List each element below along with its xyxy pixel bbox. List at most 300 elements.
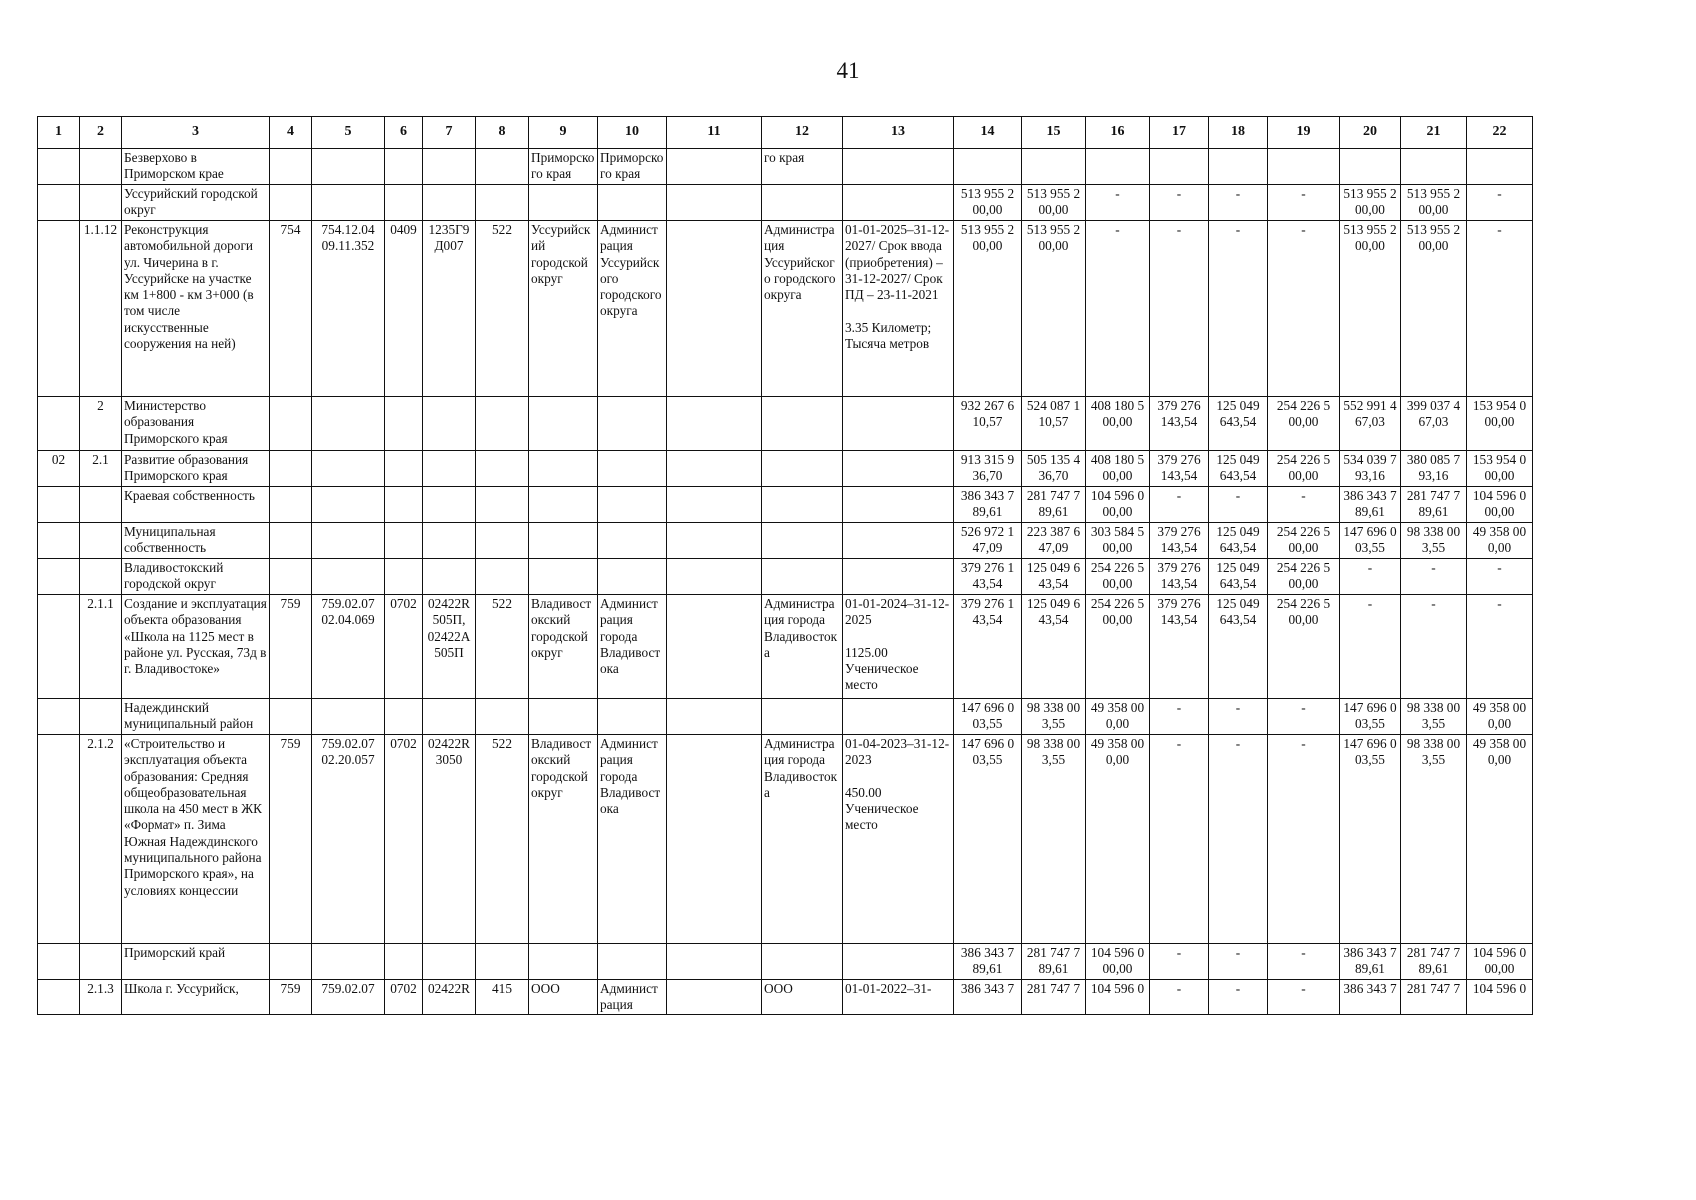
table-cell [1340,149,1401,185]
table-row [38,980,1533,1015]
table-cell: Приморский край [122,944,270,980]
table-cell [667,735,762,944]
table-cell: - [1209,185,1268,221]
table-cell: 415 [476,980,529,1015]
table-cell: - [1209,221,1268,397]
header-row [38,117,1533,149]
table-cell: 522 [476,221,529,397]
table-cell: - [1467,559,1533,595]
table-cell: Администрация Уссурийского городского округа [762,221,843,397]
table-cell [598,559,667,595]
table-cell [80,559,122,595]
table-cell: Краевая собственность [122,487,270,523]
table-cell [843,397,954,451]
table-cell: 98 338 00 3,55 [1401,735,1467,944]
table-cell [843,149,954,185]
table-cell: Владивостокский городской округ [529,595,598,699]
table-cell: 125 049 643,54 [1209,451,1268,487]
table-cell [38,523,80,559]
table-cell [843,523,954,559]
table-cell: 513 955 2 00,00 [1401,221,1467,397]
table-cell [80,185,122,221]
table-cell [312,523,385,559]
table-cell [476,523,529,559]
table-cell [667,149,762,185]
table-cell: 513 955 2 00,00 [1340,221,1401,397]
page-number: 41 [836,58,860,83]
table-cell [385,487,423,523]
table-cell [38,397,80,451]
table-cell [667,944,762,980]
table-cell [667,221,762,397]
table-cell [667,487,762,523]
table-row [38,451,1533,487]
table-cell: 505 135 4 36,70 [1022,451,1086,487]
table-cell: Муниципальная собственность [122,523,270,559]
table-cell: 534 039 7 93,16 [1340,451,1401,487]
table-cell: 254 226 5 00,00 [1268,595,1340,699]
table-cell [529,944,598,980]
table-cell [843,185,954,221]
table-row [38,523,1533,559]
table-cell [476,397,529,451]
table-cell [843,451,954,487]
table-cell: ООО [529,980,598,1015]
table-cell [529,451,598,487]
table-cell: 01-04-2023–31-12-2023 450.00 Ученическое место [843,735,954,944]
table-cell: Реконструкция автомобильной дороги ул. Чичерина в г. Уссурийске на участке км 1+800 - км 3+000 (в том числе искусственные сооружения на ней) [122,221,270,397]
table-cell: 125 049 6 43,54 [1022,595,1086,699]
table-cell: Администрация города Владивостока [762,595,843,699]
table-cell: 379 276 1 43,54 [954,559,1022,595]
table-cell: 913 315 9 36,70 [954,451,1022,487]
table-cell: 759 [270,735,312,944]
table-cell: го края [762,149,843,185]
table-cell: 02 [38,451,80,487]
table-row [38,185,1533,221]
table-cell: 125 049 643,54 [1209,523,1268,559]
table-cell [312,559,385,595]
table-cell: 759 [270,980,312,1015]
table-cell: Администрация [598,980,667,1015]
table-cell: 153 954 0 00,00 [1467,397,1533,451]
table-cell [80,699,122,735]
table-cell [270,944,312,980]
table-cell: - [1209,487,1268,523]
table-cell [762,451,843,487]
table-cell: 522 [476,735,529,944]
table-cell [38,221,80,397]
header-cell: 18 [1209,117,1268,149]
table-cell [38,699,80,735]
table-cell: 254 226 5 00,00 [1268,523,1340,559]
table-cell [476,487,529,523]
table-cell [38,185,80,221]
table-cell: Владивостокский городской округ [529,735,598,944]
table-cell [954,149,1022,185]
table-cell: 379 276 143,54 [1150,451,1209,487]
table-cell [843,559,954,595]
table-cell: 399 037 4 67,03 [1401,397,1467,451]
table-cell: 254 226 5 00,00 [1268,397,1340,451]
table-cell: 49 358 00 0,00 [1467,699,1533,735]
header-cell: 16 [1086,117,1150,149]
table-cell [385,185,423,221]
table-cell [476,149,529,185]
table-cell [312,487,385,523]
table-cell: 1.1.12 [80,221,122,397]
table-cell: 49 358 00 0,00 [1467,735,1533,944]
table-cell: 104 596 0 00,00 [1467,944,1533,980]
table-cell: 513 955 2 00,00 [1340,185,1401,221]
table-cell: 01-01-2024–31-12-2025 1125.00 Ученическое место [843,595,954,699]
table-cell: Приморского края [598,149,667,185]
header-cell: 10 [598,117,667,149]
header-cell: 21 [1401,117,1467,149]
table-cell [423,451,476,487]
table-cell [270,559,312,595]
header-cell: 12 [762,117,843,149]
table-cell: 2.1.2 [80,735,122,944]
table-cell: 552 991 4 67,03 [1340,397,1401,451]
header-cell: 4 [270,117,312,149]
table-cell [1268,149,1340,185]
table-cell [80,487,122,523]
table-cell: Безверхово в Приморском крае [122,149,270,185]
table-cell: 2.1 [80,451,122,487]
table-cell: 759.02.07 02.04.069 [312,595,385,699]
table-cell [385,559,423,595]
table-cell [385,451,423,487]
table-cell [598,944,667,980]
table-cell [312,149,385,185]
table-cell: 281 747 7 89,61 [1022,944,1086,980]
table-cell: Уссурийский городской округ [529,221,598,397]
header-cell: 19 [1268,117,1340,149]
table-cell [270,149,312,185]
table-cell [270,397,312,451]
table-cell: 02422R [423,980,476,1015]
table-cell: - [1150,487,1209,523]
table-cell: - [1268,221,1340,397]
header-cell: 22 [1467,117,1533,149]
table-cell: 153 954 0 00,00 [1467,451,1533,487]
table-cell: 01-01-2025–31-12-2027/ Срок ввода (приобретения) – 31-12-2027/ Срок ПД – 23-11-2021 3.35 Километр; Тысяча метров [843,221,954,397]
table-cell [667,980,762,1015]
table-cell: 303 584 5 00,00 [1086,523,1150,559]
table-cell [423,149,476,185]
table-cell [423,185,476,221]
table-cell [38,149,80,185]
table-cell [385,523,423,559]
table-body [38,117,1533,1015]
header-cell: 1 [38,117,80,149]
table-cell: - [1086,185,1150,221]
table-cell: - [1268,487,1340,523]
table-cell [476,944,529,980]
table-cell: 02422R 505П, 02422А 505П [423,595,476,699]
table-cell: 125 049 643,54 [1209,397,1268,451]
header-cell: 17 [1150,117,1209,149]
table-cell [423,487,476,523]
table-cell: 408 180 5 00,00 [1086,397,1150,451]
table-cell [423,944,476,980]
table-cell [312,397,385,451]
table-cell: 386 343 7 [1340,980,1401,1015]
table-cell: 513 955 2 00,00 [954,185,1022,221]
table-cell [762,487,843,523]
table-cell: - [1268,735,1340,944]
table-cell [1401,149,1467,185]
table-cell [80,944,122,980]
table-cell: Развитие образования Приморского края [122,451,270,487]
table-cell [667,523,762,559]
table-cell [529,559,598,595]
table-cell: 754.12.04 09.11.352 [312,221,385,397]
table-cell: - [1401,595,1467,699]
table-cell: - [1209,944,1268,980]
table-cell: Создание и эксплуатация объекта образования «Школа на 1125 мест в районе ул. Русская, 73д в г. Владивостоке» [122,595,270,699]
table-cell [598,185,667,221]
table-cell: - [1150,735,1209,944]
table-cell: 125 049 643,54 [1209,595,1268,699]
table-cell: 104 596 0 00,00 [1086,944,1150,980]
table-cell: 0702 [385,735,423,944]
table-cell: 2 [80,397,122,451]
table-cell [385,397,423,451]
table-cell: 125 049 6 43,54 [1022,559,1086,595]
table-cell [385,699,423,735]
table-cell: 513 955 2 00,00 [1401,185,1467,221]
table-cell: - [1150,185,1209,221]
table-cell: 0409 [385,221,423,397]
table-cell [476,559,529,595]
table-cell [270,523,312,559]
table-cell: 147 696 0 03,55 [1340,699,1401,735]
table-cell: 408 180 5 00,00 [1086,451,1150,487]
table-cell: Приморского края [529,149,598,185]
table-cell: 104 596 0 [1467,980,1533,1015]
header-cell: 6 [385,117,423,149]
header-cell: 14 [954,117,1022,149]
table-cell [762,699,843,735]
table-cell: 386 343 7 [954,980,1022,1015]
table-cell [843,944,954,980]
table-cell [476,699,529,735]
header-cell: 7 [423,117,476,149]
header-cell: 3 [122,117,270,149]
table-cell: 379 276 143,54 [1150,523,1209,559]
table-cell: 281 747 7 89,61 [1401,487,1467,523]
table-cell [80,523,122,559]
table-cell: - [1150,944,1209,980]
table-cell: 02422R 3050 [423,735,476,944]
table-cell: - [1209,980,1268,1015]
table-cell: 104 596 0 [1086,980,1150,1015]
table-cell: - [1268,699,1340,735]
table-cell [38,735,80,944]
table-cell [529,523,598,559]
table-row [38,699,1533,735]
table-cell [38,487,80,523]
table-cell: 281 747 7 89,61 [1022,487,1086,523]
table-cell: 281 747 7 [1401,980,1467,1015]
table-cell [598,451,667,487]
table-cell [529,185,598,221]
table-cell: 526 972 1 47,09 [954,523,1022,559]
table-cell [598,699,667,735]
table-cell: 104 596 0 00,00 [1086,487,1150,523]
table-cell [1022,149,1086,185]
table-cell [667,559,762,595]
table-cell: 513 955 2 00,00 [1022,221,1086,397]
table-cell [1150,149,1209,185]
table-row [38,595,1533,699]
table-cell: 254 226 5 00,00 [1268,559,1340,595]
table-cell: Школа г. Уссурийск, [122,980,270,1015]
table-cell: 98 338 00 3,55 [1401,699,1467,735]
table-cell: Надеждинский муниципальный район [122,699,270,735]
table-cell: 2.1.3 [80,980,122,1015]
table-cell: Министерство образования Приморского края [122,397,270,451]
table-cell: 147 696 0 03,55 [954,699,1022,735]
header-cell: 2 [80,117,122,149]
table-cell: Владивостокский городской округ [122,559,270,595]
table-cell [762,559,843,595]
table-cell [762,944,843,980]
table-row [38,149,1533,185]
table-cell: - [1467,595,1533,699]
table-cell [423,559,476,595]
table-cell: - [1150,221,1209,397]
table-cell: 380 085 7 93,16 [1401,451,1467,487]
header-cell: 9 [529,117,598,149]
header-cell: 5 [312,117,385,149]
header-cell: 15 [1022,117,1086,149]
table-cell [476,451,529,487]
header-cell: 8 [476,117,529,149]
table-cell [667,397,762,451]
table-cell: Администрация города Владивостока [598,595,667,699]
table-cell: - [1268,185,1340,221]
table-row [38,944,1533,980]
table-cell: - [1467,221,1533,397]
table-cell [667,699,762,735]
table-cell: - [1268,944,1340,980]
table-cell [38,944,80,980]
table-cell: 386 343 7 89,61 [954,944,1022,980]
table-cell: 49 358 00 0,00 [1086,699,1150,735]
table-cell: - [1467,185,1533,221]
table-cell: 0702 [385,980,423,1015]
table-cell: - [1340,595,1401,699]
table-cell: 386 343 7 89,61 [1340,487,1401,523]
table-cell [667,451,762,487]
table-cell: 147 696 0 03,55 [1340,735,1401,944]
table-cell: 379 276 143,54 [1150,559,1209,595]
table-cell [762,397,843,451]
table-cell [529,397,598,451]
table-cell [1209,149,1268,185]
table-cell [843,487,954,523]
table-cell [762,185,843,221]
table-row [38,735,1533,944]
table-cell [312,699,385,735]
table-cell [423,699,476,735]
table-cell: 522 [476,595,529,699]
header-cell: 13 [843,117,954,149]
table-cell: 759 [270,595,312,699]
table-cell [270,487,312,523]
table-cell: Администрация города Владивостока [598,735,667,944]
table-cell: 759.02.07 [312,980,385,1015]
table-row [38,221,1533,397]
table-cell: 386 343 7 89,61 [1340,944,1401,980]
table-cell [385,149,423,185]
table-cell: Уссурийский городской округ [122,185,270,221]
table-cell [476,185,529,221]
table-cell: 759.02.07 02.20.057 [312,735,385,944]
table-row [38,397,1533,451]
table-cell: - [1268,980,1340,1015]
table-cell: 281 747 7 89,61 [1401,944,1467,980]
table-cell: - [1150,980,1209,1015]
table-cell [385,944,423,980]
table-cell: 254 226 5 00,00 [1268,451,1340,487]
table-cell [312,185,385,221]
table-cell [312,451,385,487]
table-cell: 98 338 00 3,55 [1401,523,1467,559]
table-cell: 98 338 00 3,55 [1022,735,1086,944]
table-cell: 01-01-2022–31- [843,980,954,1015]
table-row [38,559,1533,595]
budget-table [37,116,1533,1015]
table-cell: 386 343 7 89,61 [954,487,1022,523]
table-cell: «Строительство и эксплуатация объекта образования: Средняя общеобразовательная школа на 450 мест в ЖК «Формат» п. Зима Южная Надеждинского муниципального района Приморского края», на условиях концессии [122,735,270,944]
table-cell: 49 358 00 0,00 [1467,523,1533,559]
table-cell: - [1340,559,1401,595]
table-cell: 379 276 1 43,54 [954,595,1022,699]
table-cell [312,944,385,980]
table-cell: 254 226 5 00,00 [1086,559,1150,595]
table-cell: 379 276 143,54 [1150,595,1209,699]
table-cell: 254 226 5 00,00 [1086,595,1150,699]
table-cell: Администрация Уссурийского городского округа [598,221,667,397]
table-cell: - [1209,735,1268,944]
table-cell: - [1401,559,1467,595]
table-cell: Администрация города Владивостока [762,735,843,944]
table-cell: 125 049 643,54 [1209,559,1268,595]
table-cell [38,980,80,1015]
table-cell: 104 596 0 00,00 [1467,487,1533,523]
table-cell: ООО [762,980,843,1015]
table-cell [843,699,954,735]
table-cell [667,185,762,221]
table-cell: - [1209,699,1268,735]
table-cell: 379 276 143,54 [1150,397,1209,451]
table-cell: - [1150,699,1209,735]
table-cell: 147 696 0 03,55 [1340,523,1401,559]
table-cell [1086,149,1150,185]
table-cell [1467,149,1533,185]
table-cell [270,185,312,221]
table-cell: 147 696 0 03,55 [954,735,1022,944]
table-cell: 2.1.1 [80,595,122,699]
table-cell: 513 955 2 00,00 [1022,185,1086,221]
table-cell [598,523,667,559]
table-cell [423,523,476,559]
table-cell: 524 087 1 10,57 [1022,397,1086,451]
